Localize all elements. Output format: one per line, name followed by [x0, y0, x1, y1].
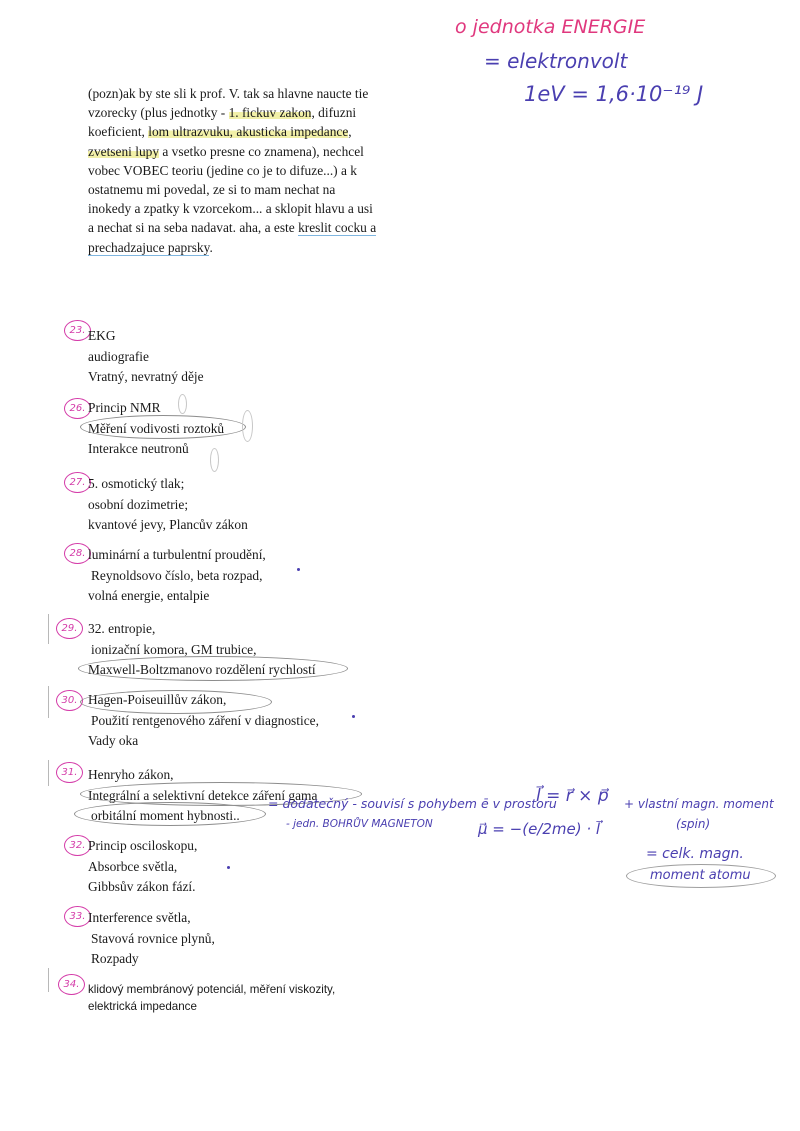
underline-lens: kreslit cocku a prechadzajuce paprsky — [88, 220, 377, 255]
intro-text: . — [209, 239, 213, 255]
question-line: Interakce neutronů — [88, 441, 189, 456]
question-line: kvantové jevy, Plancův zákon — [88, 517, 248, 532]
question-line: volná energie, entalpie — [88, 588, 210, 603]
question-line: audiografie — [88, 348, 149, 364]
question-block — [88, 619, 316, 681]
annotation-spin: + vlastní magn. moment — [624, 797, 774, 811]
question-line: Reynoldsovo číslo, beta rozpad, — [91, 567, 263, 583]
question-line: elektrická impedance — [88, 999, 197, 1013]
question-line: Absorbce světla, — [88, 858, 178, 874]
intro-paragraph — [88, 84, 378, 257]
pencil-mark — [242, 410, 253, 442]
question-line: Použití rentgenového záření v diagnostice, — [91, 712, 319, 728]
question-line: 5. osmotický tlak; — [88, 476, 185, 491]
question-line: ionizační komora, GM trubice, — [91, 641, 257, 657]
ink-dot — [352, 715, 355, 718]
question-number-circle: 33. — [64, 906, 91, 927]
question-line: Princip NMR — [88, 400, 161, 415]
question-line: Vady oka — [88, 733, 139, 748]
question-block — [88, 545, 266, 607]
note-energy-unit: o jednotka ENERGIE — [455, 16, 646, 38]
margin-tick — [48, 968, 49, 992]
question-number-circle: 29. — [56, 618, 83, 639]
intro-text: , difuzni koeficient, — [88, 105, 357, 140]
ink-dot — [227, 866, 230, 869]
question-line: Maxwell-Boltzmanovo rozdělení rychlostí — [88, 662, 316, 677]
question-line: osobní dozimetrie; — [88, 496, 189, 512]
question-block — [88, 398, 224, 460]
question-line: Princip osciloskopu, — [88, 838, 198, 853]
intro-text: (pozn)ak by ste sli k prof. V. tak sa hlavne naucte tie vzorecky (plus jednotky - — [88, 86, 369, 121]
highlight-ultrasound: lom ultrazvuku, akusticka impedance — [148, 124, 349, 140]
question-line: luminární a turbulentní proudění, — [88, 547, 266, 562]
margin-tick — [48, 686, 49, 718]
question-line: klidový membránový potenciál, měření viskozity, — [88, 983, 336, 996]
question-block — [88, 908, 215, 970]
question-line: Integrální a selektivní detekce záření gama — [88, 787, 318, 803]
question-number-circle: 27. — [64, 472, 91, 493]
question-number-circle: 32. — [64, 835, 91, 856]
question-block — [88, 326, 204, 388]
annotation-formula: μ⃗ = −(e/2me) · l⃗ — [478, 820, 601, 838]
question-line: EKG — [88, 328, 116, 343]
highlight-fick: 1. fickuv zakon — [228, 105, 312, 121]
annotation-magneton: - jedn. BOHRŮV MAGNETON — [286, 818, 433, 830]
question-line: Interference světla, — [88, 910, 191, 925]
question-line: Stavová rovnice plynů, — [91, 930, 215, 946]
highlight-magnifier: zvetseni lupy — [88, 143, 160, 159]
question-line: orbitální moment hybnosti.. — [91, 808, 240, 823]
question-line: Henryho zákon, — [88, 767, 174, 782]
question-line: Rozpady — [91, 951, 139, 966]
question-number-circle: 31. — [56, 762, 83, 783]
annotation-atom: moment atomu — [650, 868, 751, 883]
question-number-circle: 34. — [58, 974, 85, 995]
question-block — [88, 982, 335, 1015]
margin-tick — [48, 614, 49, 644]
note-ev-name: = elektronvolt — [484, 49, 628, 73]
question-block — [88, 690, 319, 752]
question-line: Vratný, nevratný děje — [88, 369, 204, 384]
annotation-formula: l⃗ = r⃗ × p⃗ — [536, 786, 609, 806]
question-line: Hagen-Poiseuillův zákon, — [88, 692, 227, 707]
intro-text: a vsetko presne co znamena), nechcel vobec VOBEC teoriu (jedine co je to difuze...) a k ostatnemu mi povedal, ze si to mam nechat na inokedy a zpatky k vzorcekom... a sklopit hlavu a usi a nechat si na seba nadavat. aha, a este — [88, 143, 373, 236]
annotation-orbital: = dodatečný - souvisí s pohybem ē v prostoru — [268, 796, 557, 811]
annotation-atom: = celk. magn. — [646, 846, 744, 862]
question-block — [88, 474, 248, 536]
margin-tick — [48, 760, 49, 786]
question-number-circle: 26. — [64, 398, 91, 419]
question-number-circle: 28. — [64, 543, 91, 564]
question-number-circle: 30. — [56, 690, 83, 711]
question-line: 32. entropie, — [88, 621, 156, 636]
question-line: Gibbsův zákon fází. — [88, 879, 196, 894]
ink-dot — [297, 568, 300, 571]
question-block — [88, 836, 197, 898]
annotation-spin-label: (spin) — [676, 817, 711, 831]
intro-text: , — [348, 124, 352, 140]
question-line: Měření vodivosti roztoků — [88, 420, 225, 436]
question-number-circle: 23. — [64, 320, 91, 341]
note-ev-value: 1eV = 1,6·10⁻¹⁹ J — [524, 82, 704, 106]
